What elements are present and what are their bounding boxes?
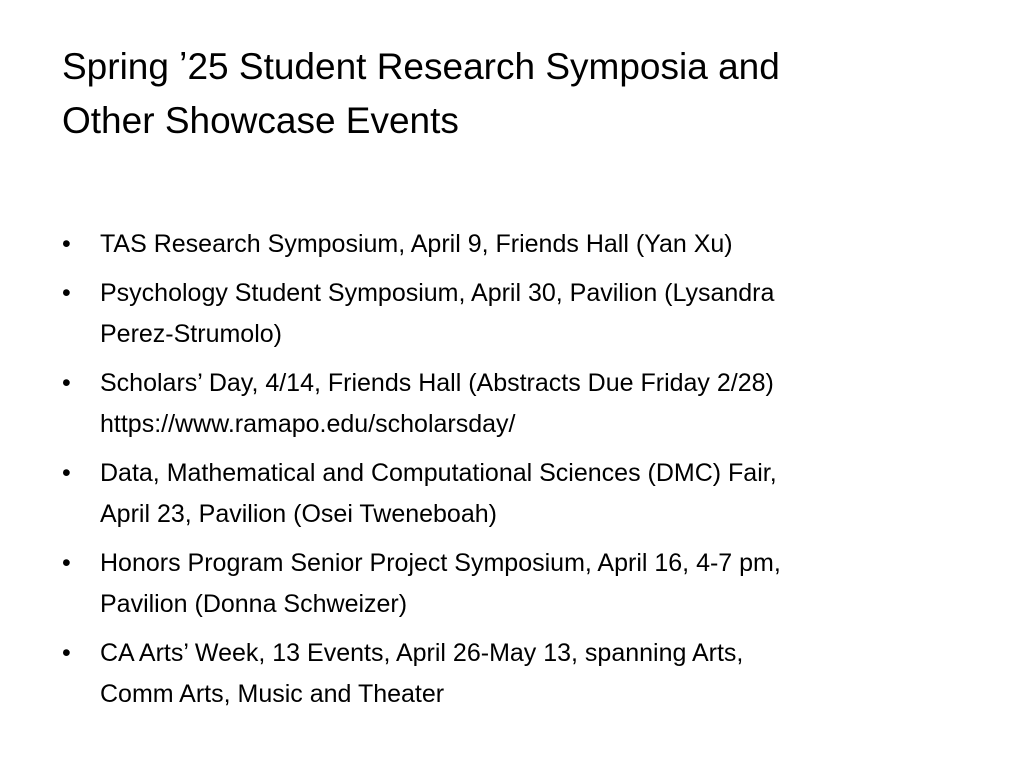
slide-title-line: Spring ʼ25 Student Research Symposia and — [62, 46, 780, 87]
bullet-text: CA Arts’ Week, 13 Events, April 26-May 13, spanning Arts, — [100, 639, 744, 667]
scholars-day-url: https://www.ramapo.edu/scholarsday/ — [100, 410, 516, 438]
bullet-dot-icon: • — [62, 639, 71, 667]
bullet-item-tas-symposium — [62, 224, 962, 265]
slide-title — [62, 40, 962, 148]
bullet-text: Perez-Strumolo) — [100, 320, 282, 348]
bullet-list — [62, 224, 962, 723]
bullet-item-ca-arts-week — [62, 633, 962, 715]
bullet-dot-icon: • — [62, 459, 71, 487]
bullet-text: Pavilion (Donna Schweizer) — [100, 590, 408, 618]
bullet-dot-icon: • — [62, 369, 71, 397]
bullet-text: TAS Research Symposium, April 9, Friends Hall (Yan Xu) — [100, 230, 733, 258]
bullet-item-dmc-fair — [62, 453, 962, 535]
bullet-text: Scholars’ Day, 4/14, Friends Hall (Abstracts Due Friday 2/28) — [100, 369, 774, 397]
bullet-item-honors-symposium — [62, 543, 962, 625]
bullet-text: Honors Program Senior Project Symposium, April 16, 4-7 pm, — [100, 549, 781, 577]
bullet-item-psychology-symposium — [62, 273, 962, 355]
bullet-text: Data, Mathematical and Computational Sciences (DMC) Fair, — [100, 459, 777, 487]
slide-title-line: Other Showcase Events — [62, 100, 459, 141]
bullet-text: Psychology Student Symposium, April 30, Pavilion (Lysandra — [100, 279, 775, 307]
bullet-dot-icon: • — [62, 279, 71, 307]
bullet-dot-icon: • — [62, 549, 71, 577]
bullet-text: April 23, Pavilion (Osei Tweneboah) — [100, 500, 497, 528]
bullet-dot-icon: • — [62, 230, 71, 258]
bullet-item-scholars-day — [62, 363, 962, 445]
bullet-text: Comm Arts, Music and Theater — [100, 680, 445, 708]
